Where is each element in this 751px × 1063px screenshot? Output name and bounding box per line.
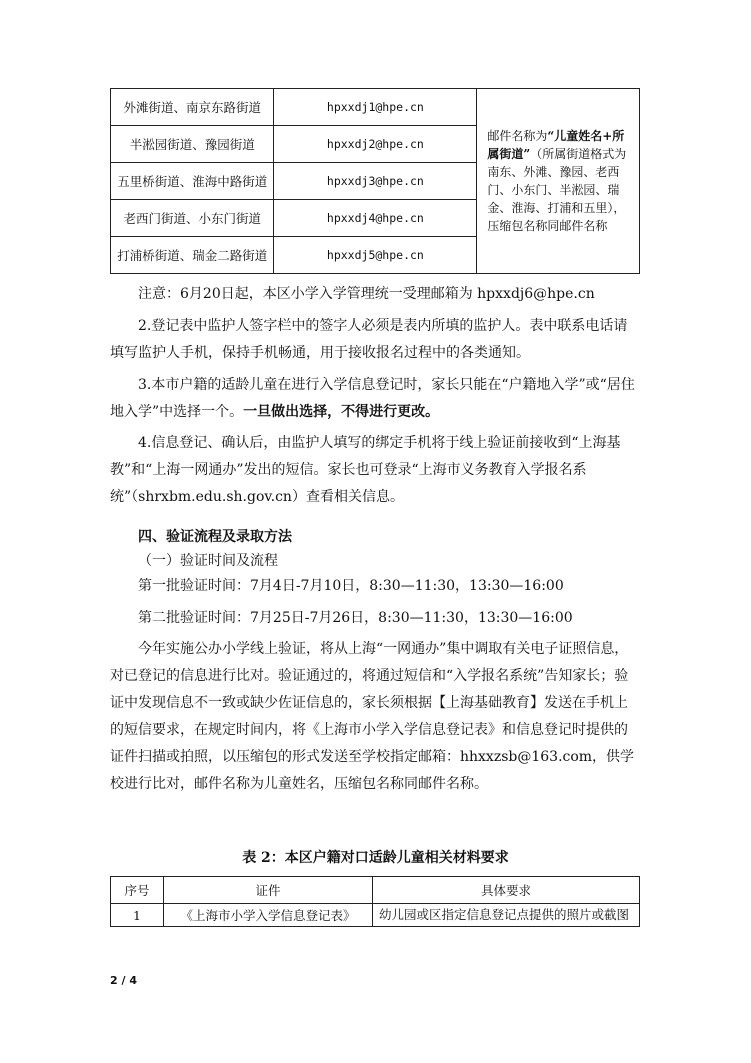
email-cell: hpxxdj4@hpe.cn <box>274 200 477 237</box>
note-bold: “儿童姓名+所属街道” <box>487 129 625 161</box>
batch-1-time: 第一批验证时间：7月4日-7月10日，8:30—11:30，13:30—16:00 <box>138 578 564 594</box>
header-no: 序号 <box>111 877 164 904</box>
table-row <box>111 904 640 927</box>
street-cell: 半淞园街道、豫园街道 <box>111 126 274 163</box>
header-doc: 证件 <box>164 877 373 904</box>
subsection-heading: （一）验证时间及流程 <box>138 553 278 569</box>
row-no: 1 <box>111 904 164 927</box>
item-3-bold: 一旦做出选择，不得进行更改。 <box>243 404 440 420</box>
table-caption: 表 2：本区户籍对口适龄儿童相关材料要求 <box>242 850 509 866</box>
street-cell: 外滩街道、南京东路街道 <box>111 89 274 126</box>
street-cell: 打浦桥街道、瑞金二路街道 <box>111 237 274 274</box>
page-number: 2 / 4 <box>110 974 137 987</box>
table-row <box>111 89 640 126</box>
notice-text: 注意：6月20日起，本区小学入学管理统一受理邮箱为 hpxxdj6@hpe.cn <box>138 286 595 302</box>
row-req: 幼儿园或区指定信息登记点提供的照片或截图 <box>373 904 640 927</box>
item-2: 2.登记表中监护人签字栏中的签字人必须是表内所填的监护人。表中联系电话请填写监护人手机，保持手机畅通，用于接收报名过程中的各类通知。 <box>110 318 628 361</box>
header-req: 具体要求 <box>373 877 640 904</box>
street-cell: 老西门街道、小东门街道 <box>111 200 274 237</box>
item-4: 4.信息登记、确认后，由监护人填写的绑定手机将于线上验证前接收到“上海基教”和“上海一网通办”发出的短信。家长也可登录“上海市义务教育入学报名系统”（shrxbm.edu.sh.gov.cn）查看相关信息。 <box>110 435 621 505</box>
street-cell: 五里桥街道、淮海中路街道 <box>111 163 274 200</box>
batch-2-time: 第二批验证时间：7月25日-7月26日，8:30—11:30，13:30—16:00 <box>138 610 573 626</box>
email-naming-note: 邮件名称为“儿童姓名+所属街道”（所属街道格式为南东、外滩、豫园、老西门、小东门、半淞园、瑞金、淮海、打浦和五里），压缩包名称同邮件名称 <box>477 89 640 274</box>
email-cell: hpxxdj2@hpe.cn <box>274 126 477 163</box>
verify-paragraph: 今年实施公办小学线上验证，将从上海“一网通办”集中调取有关电子证照信息，对已登记的信息进行比对。验证通过的，将通过短信和“入学报名系统”告知家长；验证中发现信息不一致或缺少佐证信息的，家长须根据【上海基础教育】发送在手机上的短信要求，在规定时间内，将《上海市小学入学信息登记表》和信息登记时提供的证件扫描或拍照，以压缩包的形式发送至学校指定邮箱：hhxxzsb@163.com，供学校进行比对，邮件名称为儿童姓名，压缩包名称同邮件名称。 <box>110 641 635 792</box>
email-cell: hpxxdj3@hpe.cn <box>274 163 477 200</box>
row-doc: 《上海市小学入学信息登记表》 <box>164 904 373 927</box>
email-cell: hpxxdj5@hpe.cn <box>274 237 477 274</box>
table-header-row <box>111 877 640 904</box>
materials-table <box>110 876 640 927</box>
email-assignment-table <box>110 88 640 274</box>
section-heading: 四、验证流程及录取方法 <box>138 529 292 545</box>
email-cell: hpxxdj1@hpe.cn <box>274 89 477 126</box>
item-3: 3.本市户籍的适龄儿童在进行入学信息登记时，家长只能在“户籍地入学”或“居住地入学”中选择一个。一旦做出选择，不得进行更改。 <box>110 377 635 420</box>
